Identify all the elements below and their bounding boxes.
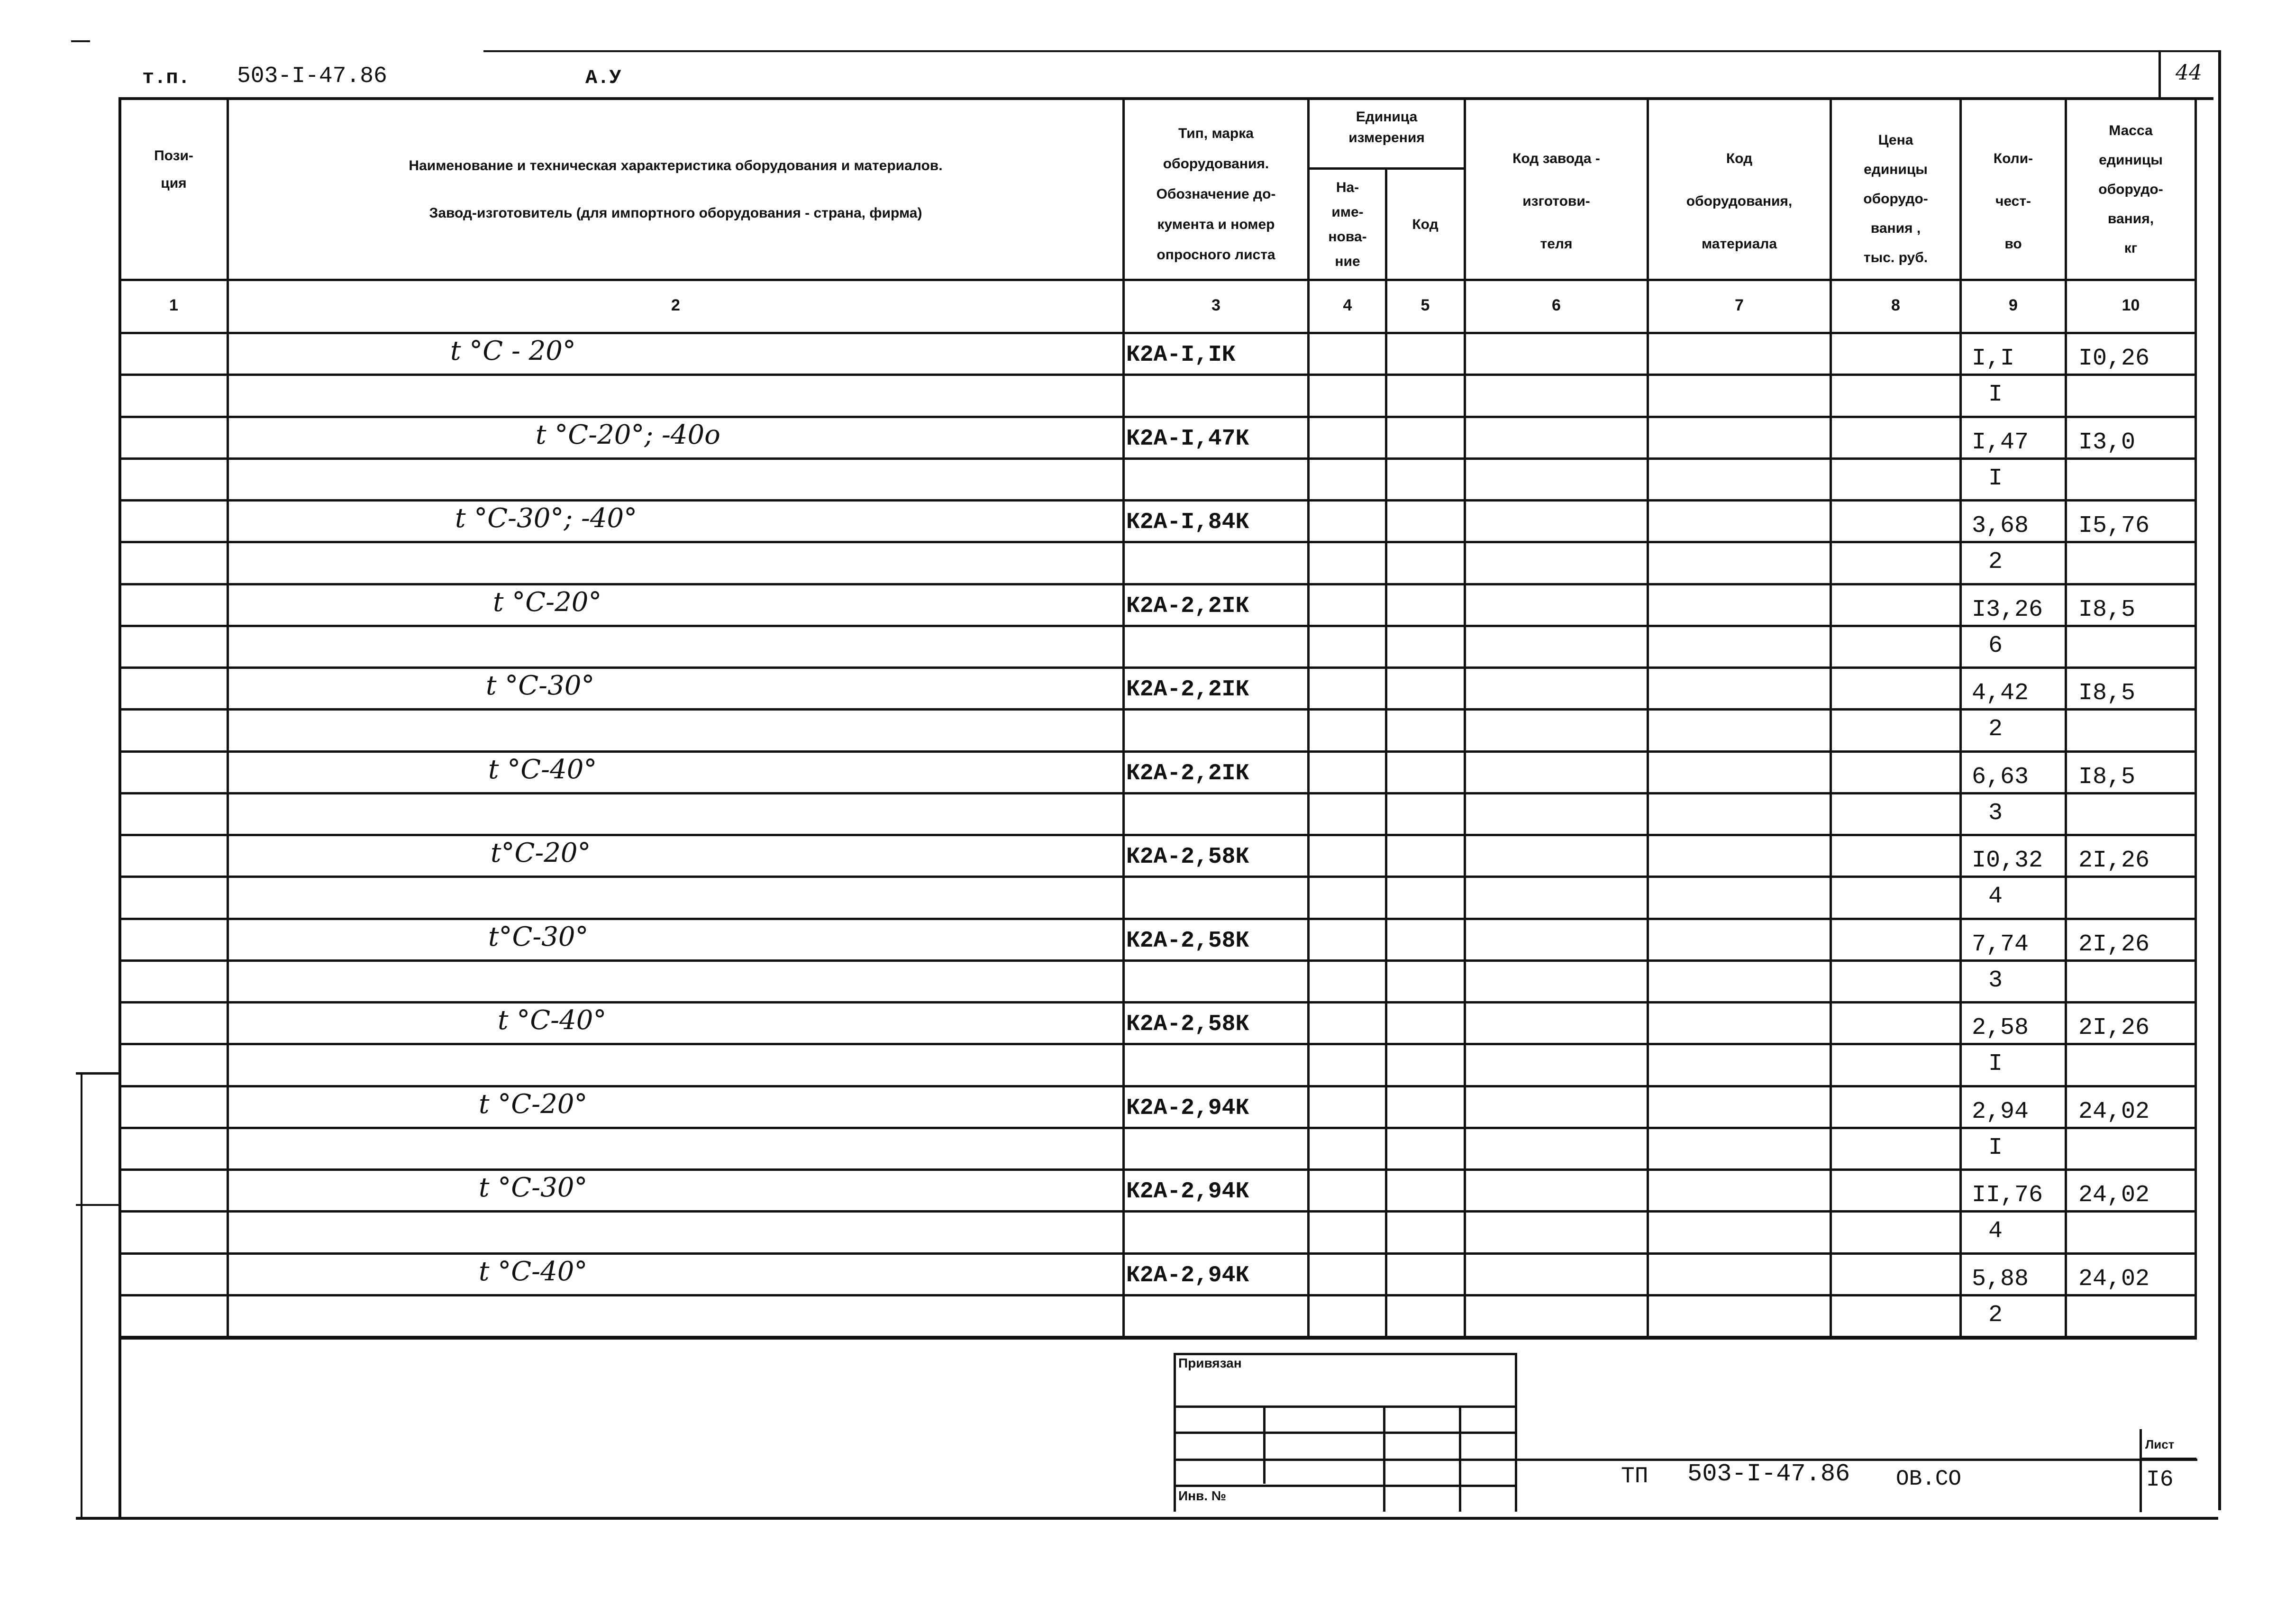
cell-type: К2А-2,94К [1126,1095,1249,1121]
col1-right [227,97,229,1339]
cell-qty-count: I [1988,381,2003,408]
col2-right [1122,97,1125,1339]
cell-type: К2А-2,2IК [1126,761,1249,786]
sheet-box-divider [2140,1458,2196,1460]
cell-qty-count: 2 [1988,548,2003,575]
row-divider [118,625,2197,627]
header-unit-name: На- имe- нова- ние [1328,180,1367,269]
cell-name: t °C-40° [479,1256,588,1287]
header-plant-code: Код завода - изготови- теля [1512,151,1600,252]
cell-mass: I0,26 [2078,345,2150,372]
stamp-inv: Инв. № [1178,1488,1227,1503]
cell-mass: 2I,26 [2078,931,2150,958]
stamp-row1 [1174,1405,1517,1408]
header-position: Пози- ция [154,148,193,191]
row-divider [118,666,2197,669]
row-divider [118,1043,2197,1045]
cell-qty: 2,58 [1972,1014,2029,1041]
cell-type: К2А-2,94К [1126,1263,1249,1288]
col6-right [1647,97,1649,1339]
row-divider [118,1252,2197,1255]
colnum-8: 8 [1891,296,1900,314]
header-bottom [118,279,2197,281]
stamp-row2 [1174,1432,1517,1434]
colnum-bottom [118,332,2197,334]
doc-prefix: т.п. [142,66,190,89]
header-type: Тип, марка оборудования. Обозначение до- кумента и номер опросного листа [1156,126,1276,263]
row-divider [118,792,2197,794]
row-divider [118,1085,2197,1087]
header-qty: Коли- чест- во [1993,151,2033,252]
cell-qty: 5,88 [1972,1266,2029,1293]
row-divider [118,1210,2197,1213]
cell-qty-count: 4 [1988,883,2003,910]
cell-qty-count: 3 [1988,800,2003,827]
section-code: А.У [585,66,621,89]
doc-suffix: ОВ.СО [1896,1467,1962,1491]
header-mass: Масса единицы оборудо- вания, кг [2098,123,2163,256]
cell-qty: 4,42 [1972,680,2029,707]
cell-qty-count: I [1988,1050,2003,1077]
cell-qty: 2,94 [1972,1098,2029,1125]
header-price: Цена единицы оборудо- вания , тыс. руб. [1863,132,1928,265]
row-divider [118,918,2197,920]
cell-name: t °C-30° [486,670,595,701]
cell-name: t °C-30°; -40° [455,503,638,534]
binding-line [81,1072,82,1518]
col9-right [2065,97,2067,1339]
colnum-4: 4 [1343,296,1352,314]
cell-name: t °C-30° [479,1172,588,1203]
top-stub-line [483,50,2221,52]
cell-qty: I3,26 [1972,596,2043,623]
row-divider [118,1168,2197,1171]
cell-name: t °C-20°; -40о [536,420,720,450]
colnum-7: 7 [1735,296,1744,314]
cell-qty: I0,32 [1972,847,2043,874]
binding-mark-top [76,1072,121,1075]
cell-mass: I8,5 [2078,680,2136,707]
cell-qty-count: 2 [1988,1302,2003,1329]
sheet-box-left [2140,1429,2142,1512]
sheet-number: I6 [2146,1467,2174,1493]
cell-name: t °C-20° [493,587,602,618]
row-divider [118,583,2197,585]
stamp-row4 [1174,1485,1517,1487]
stamp-div3 [1459,1405,1461,1512]
colnum-1: 1 [169,296,178,314]
row-divider [118,1294,2197,1296]
cell-qty-count: I [1988,1134,2003,1161]
binding-mark-mid [76,1204,121,1206]
page-bottom [76,1517,2218,1520]
table-bottom [118,1337,2197,1340]
cell-type: К2А-2,94К [1126,1179,1249,1204]
cell-mass: I5,76 [2078,512,2150,539]
col8-right [1959,97,1962,1339]
stamp-row3 [1174,1459,2197,1461]
cell-type: К2А-2,58К [1126,1012,1249,1037]
colnum-10: 10 [2122,296,2140,314]
cell-type: К2А-2,2IК [1126,593,1249,619]
row-divider [118,708,2197,711]
cell-qty-count: I [1988,465,2003,492]
cell-mass: 24,02 [2078,1182,2150,1209]
cell-name: t °C-40° [498,1005,607,1036]
stamp-div1 [1263,1405,1266,1484]
cell-type: К2А-2,58К [1126,844,1249,870]
row-divider [118,1001,2197,1004]
row-divider [118,876,2197,878]
colnum-5: 5 [1421,296,1430,314]
cell-mass: 24,02 [2078,1098,2150,1125]
cell-mass: 2I,26 [2078,847,2150,874]
col10-right [2195,97,2197,1339]
row-divider [118,457,2197,460]
unit-group-divider [1307,167,1466,170]
colnum-3: 3 [1211,296,1220,314]
cell-type: К2А-2,2IК [1126,677,1249,703]
colnum-6: 6 [1552,296,1561,314]
cell-qty: 6,63 [1972,764,2029,791]
cell-mass: 2I,26 [2078,1014,2150,1041]
stamp-attached: Привязан [1178,1356,1242,1370]
cell-name: t °C-40° [488,754,597,785]
colnum-2: 2 [671,296,680,314]
cell-qty: I,I [1972,345,2015,372]
row-divider [118,541,2197,543]
cell-qty: 7,74 [1972,931,2029,958]
stamp-top [1174,1353,1517,1355]
cell-mass: I8,5 [2078,596,2136,623]
col7-right [1830,97,1832,1339]
cell-name: t °C-20° [479,1089,588,1120]
sheet-label: Лист [2145,1437,2175,1451]
cell-qty: II,76 [1972,1182,2043,1209]
cell-qty: I,47 [1972,429,2029,456]
col4-right [1385,168,1387,1339]
cell-mass: 24,02 [2078,1266,2150,1293]
header-equip-code: Код оборудования, материала [1686,151,1793,252]
col5-right [1464,97,1466,1339]
doc-code: 503-I-47.86 [1687,1460,1850,1488]
cell-mass: I8,5 [2078,764,2136,791]
header-unit-code: Код [1412,217,1439,232]
row-divider [118,1127,2197,1129]
cell-type: К2А-I,IК [1126,342,1236,368]
cell-qty-count: 2 [1988,716,2003,743]
doc-code-prefix: ТП [1621,1464,1648,1489]
cell-name: t°C-30° [488,921,589,952]
top-left-dash [71,40,90,42]
cell-type: К2А-I,84К [1126,510,1249,535]
colnum-9: 9 [2009,296,2018,314]
cell-qty: 3,68 [1972,512,2029,539]
page-box-left [2158,50,2161,100]
cell-type: К2А-2,58К [1126,928,1249,954]
cell-qty-count: 6 [1988,632,2003,659]
top-border [118,97,2213,100]
row-divider [118,499,2197,502]
row-divider [118,834,2197,836]
stamp-div2 [1383,1405,1385,1512]
page-number-handwritten: 44 [2176,61,2202,85]
page-box-right [2218,50,2221,1510]
cell-name: t °C - 20° [450,336,576,366]
header-name: Наименование и техническая характеристика оборудования и материалов. Завод-изготовитель (для импортного оборудования - страна, фирма) [409,158,943,221]
col3-right [1307,97,1310,1339]
row-divider [118,959,2197,962]
cell-type: К2А-I,47К [1126,426,1249,452]
cell-name: t°C-20° [491,838,591,868]
cell-mass: I3,0 [2078,429,2136,456]
cell-qty-count: 3 [1988,967,2003,994]
project-number: 503-I-47.86 [237,64,387,89]
row-divider [118,750,2197,753]
cell-qty-count: 4 [1988,1218,2003,1245]
header-unit-group: Единица измерения [1348,109,1425,146]
row-divider [118,416,2197,418]
row-divider [118,374,2197,376]
